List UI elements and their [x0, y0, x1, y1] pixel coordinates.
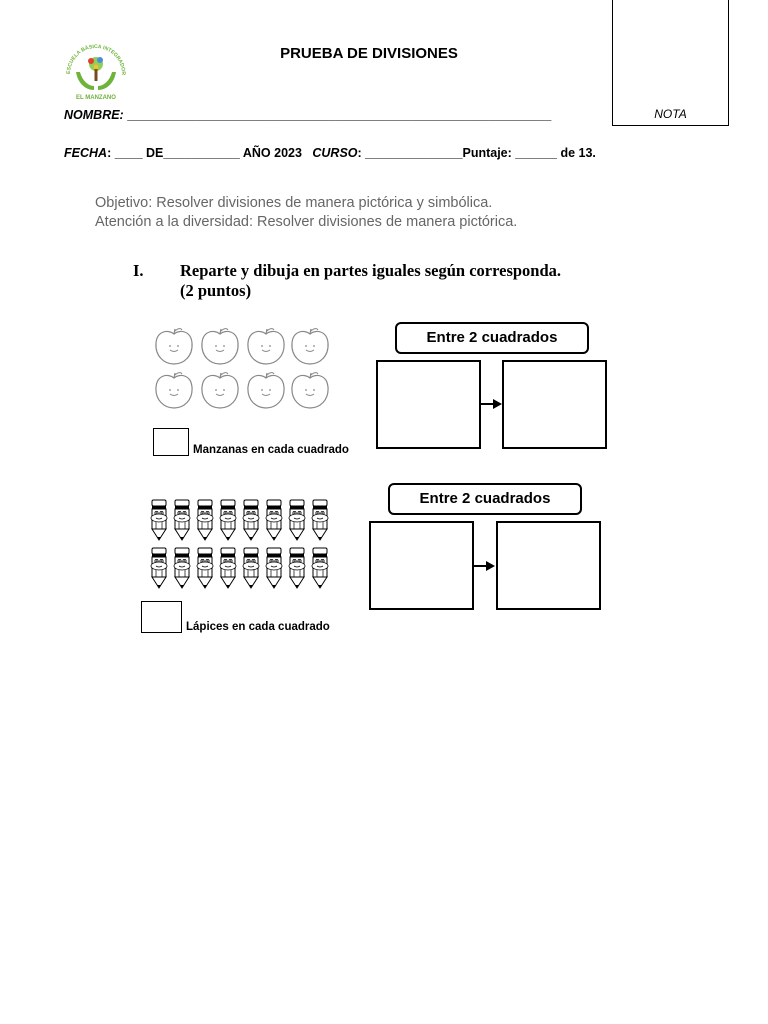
- pencil-icon: [174, 548, 190, 588]
- apple-icon: [156, 329, 192, 364]
- pencil-icon: [220, 548, 236, 588]
- nombre-label: NOMBRE:: [64, 108, 124, 122]
- month-blank[interactable]: DE___________: [146, 146, 240, 160]
- pencil-icon: [289, 500, 305, 540]
- divide-label-pill: Entre 2 cuadrados: [388, 483, 582, 515]
- pencil-icon: [289, 548, 305, 588]
- pencil-icon: [243, 548, 259, 588]
- arrow-icon: [481, 397, 503, 411]
- objective-text: Objetivo: Resolver divisiones de manera pictórica y simbólica.: [95, 195, 493, 211]
- year-text: AÑO 2023: [242, 146, 302, 160]
- apples-drawing-box-left[interactable]: [376, 360, 481, 449]
- date-row: [64, 146, 596, 160]
- pencils-drawing-box-left[interactable]: [369, 521, 474, 610]
- pencil-icon: [197, 500, 213, 540]
- apple-icon: [202, 329, 238, 364]
- fecha-label: FECHA: [64, 146, 108, 160]
- pencil-icon: [266, 500, 282, 540]
- apple-icon: [248, 373, 284, 408]
- pencils-caption: Lápices en cada cuadrado: [186, 621, 330, 633]
- arrow-icon: [474, 559, 496, 573]
- pencil-icon: [151, 548, 167, 588]
- divide-label-pill: Entre 2 cuadrados: [395, 322, 589, 354]
- apple-icon: [156, 373, 192, 408]
- pencil-icon: [220, 500, 236, 540]
- apple-icon: [292, 329, 328, 364]
- logo-bottom-text: EL MANZANO: [76, 95, 116, 101]
- pencil-icon: [151, 500, 167, 540]
- grade-label: NOTA: [654, 107, 687, 121]
- fecha-blank[interactable]: ____: [114, 146, 143, 160]
- apple-icon: [248, 329, 284, 364]
- apples-answer-box[interactable]: [153, 428, 189, 456]
- curso-score-blank[interactable]: : ______________Puntaje: ______ de 13.: [357, 146, 596, 160]
- pencils-group: [148, 498, 332, 594]
- curso-label: CURSO: [312, 146, 358, 160]
- question-points: (2 puntos): [180, 281, 252, 300]
- page-title: PRUEBA DE DIVISIONES: [280, 45, 458, 62]
- pencil-icon: [197, 548, 213, 588]
- fecha-colon: :: [107, 146, 112, 160]
- pencil-icon: [174, 500, 190, 540]
- apples-drawing-box-right[interactable]: [502, 360, 607, 449]
- nombre-blank[interactable]: _____________________________________________________________: [127, 108, 552, 122]
- apple-icon: [202, 373, 238, 408]
- logo-arc-text: ESCUELA BÁSICA INTEGRADOR: [65, 43, 127, 76]
- pencil-icon: [243, 500, 259, 540]
- name-row: [64, 108, 551, 122]
- question-text: Reparte y dibuja en partes iguales según corresponda.: [180, 261, 562, 280]
- pencil-icon: [312, 548, 328, 588]
- pencils-drawing-box-right[interactable]: [496, 521, 601, 610]
- diversity-text: Atención a la diversidad: Resolver divisiones de manera pictórica.: [95, 214, 518, 230]
- pencil-icon: [266, 548, 282, 588]
- apples-group: [150, 326, 340, 416]
- question-number: I.: [133, 261, 144, 280]
- apple-icon: [292, 373, 328, 408]
- pencil-icon: [312, 500, 328, 540]
- pencils-answer-box[interactable]: [141, 601, 182, 633]
- apples-caption: Manzanas en cada cuadrado: [193, 444, 349, 456]
